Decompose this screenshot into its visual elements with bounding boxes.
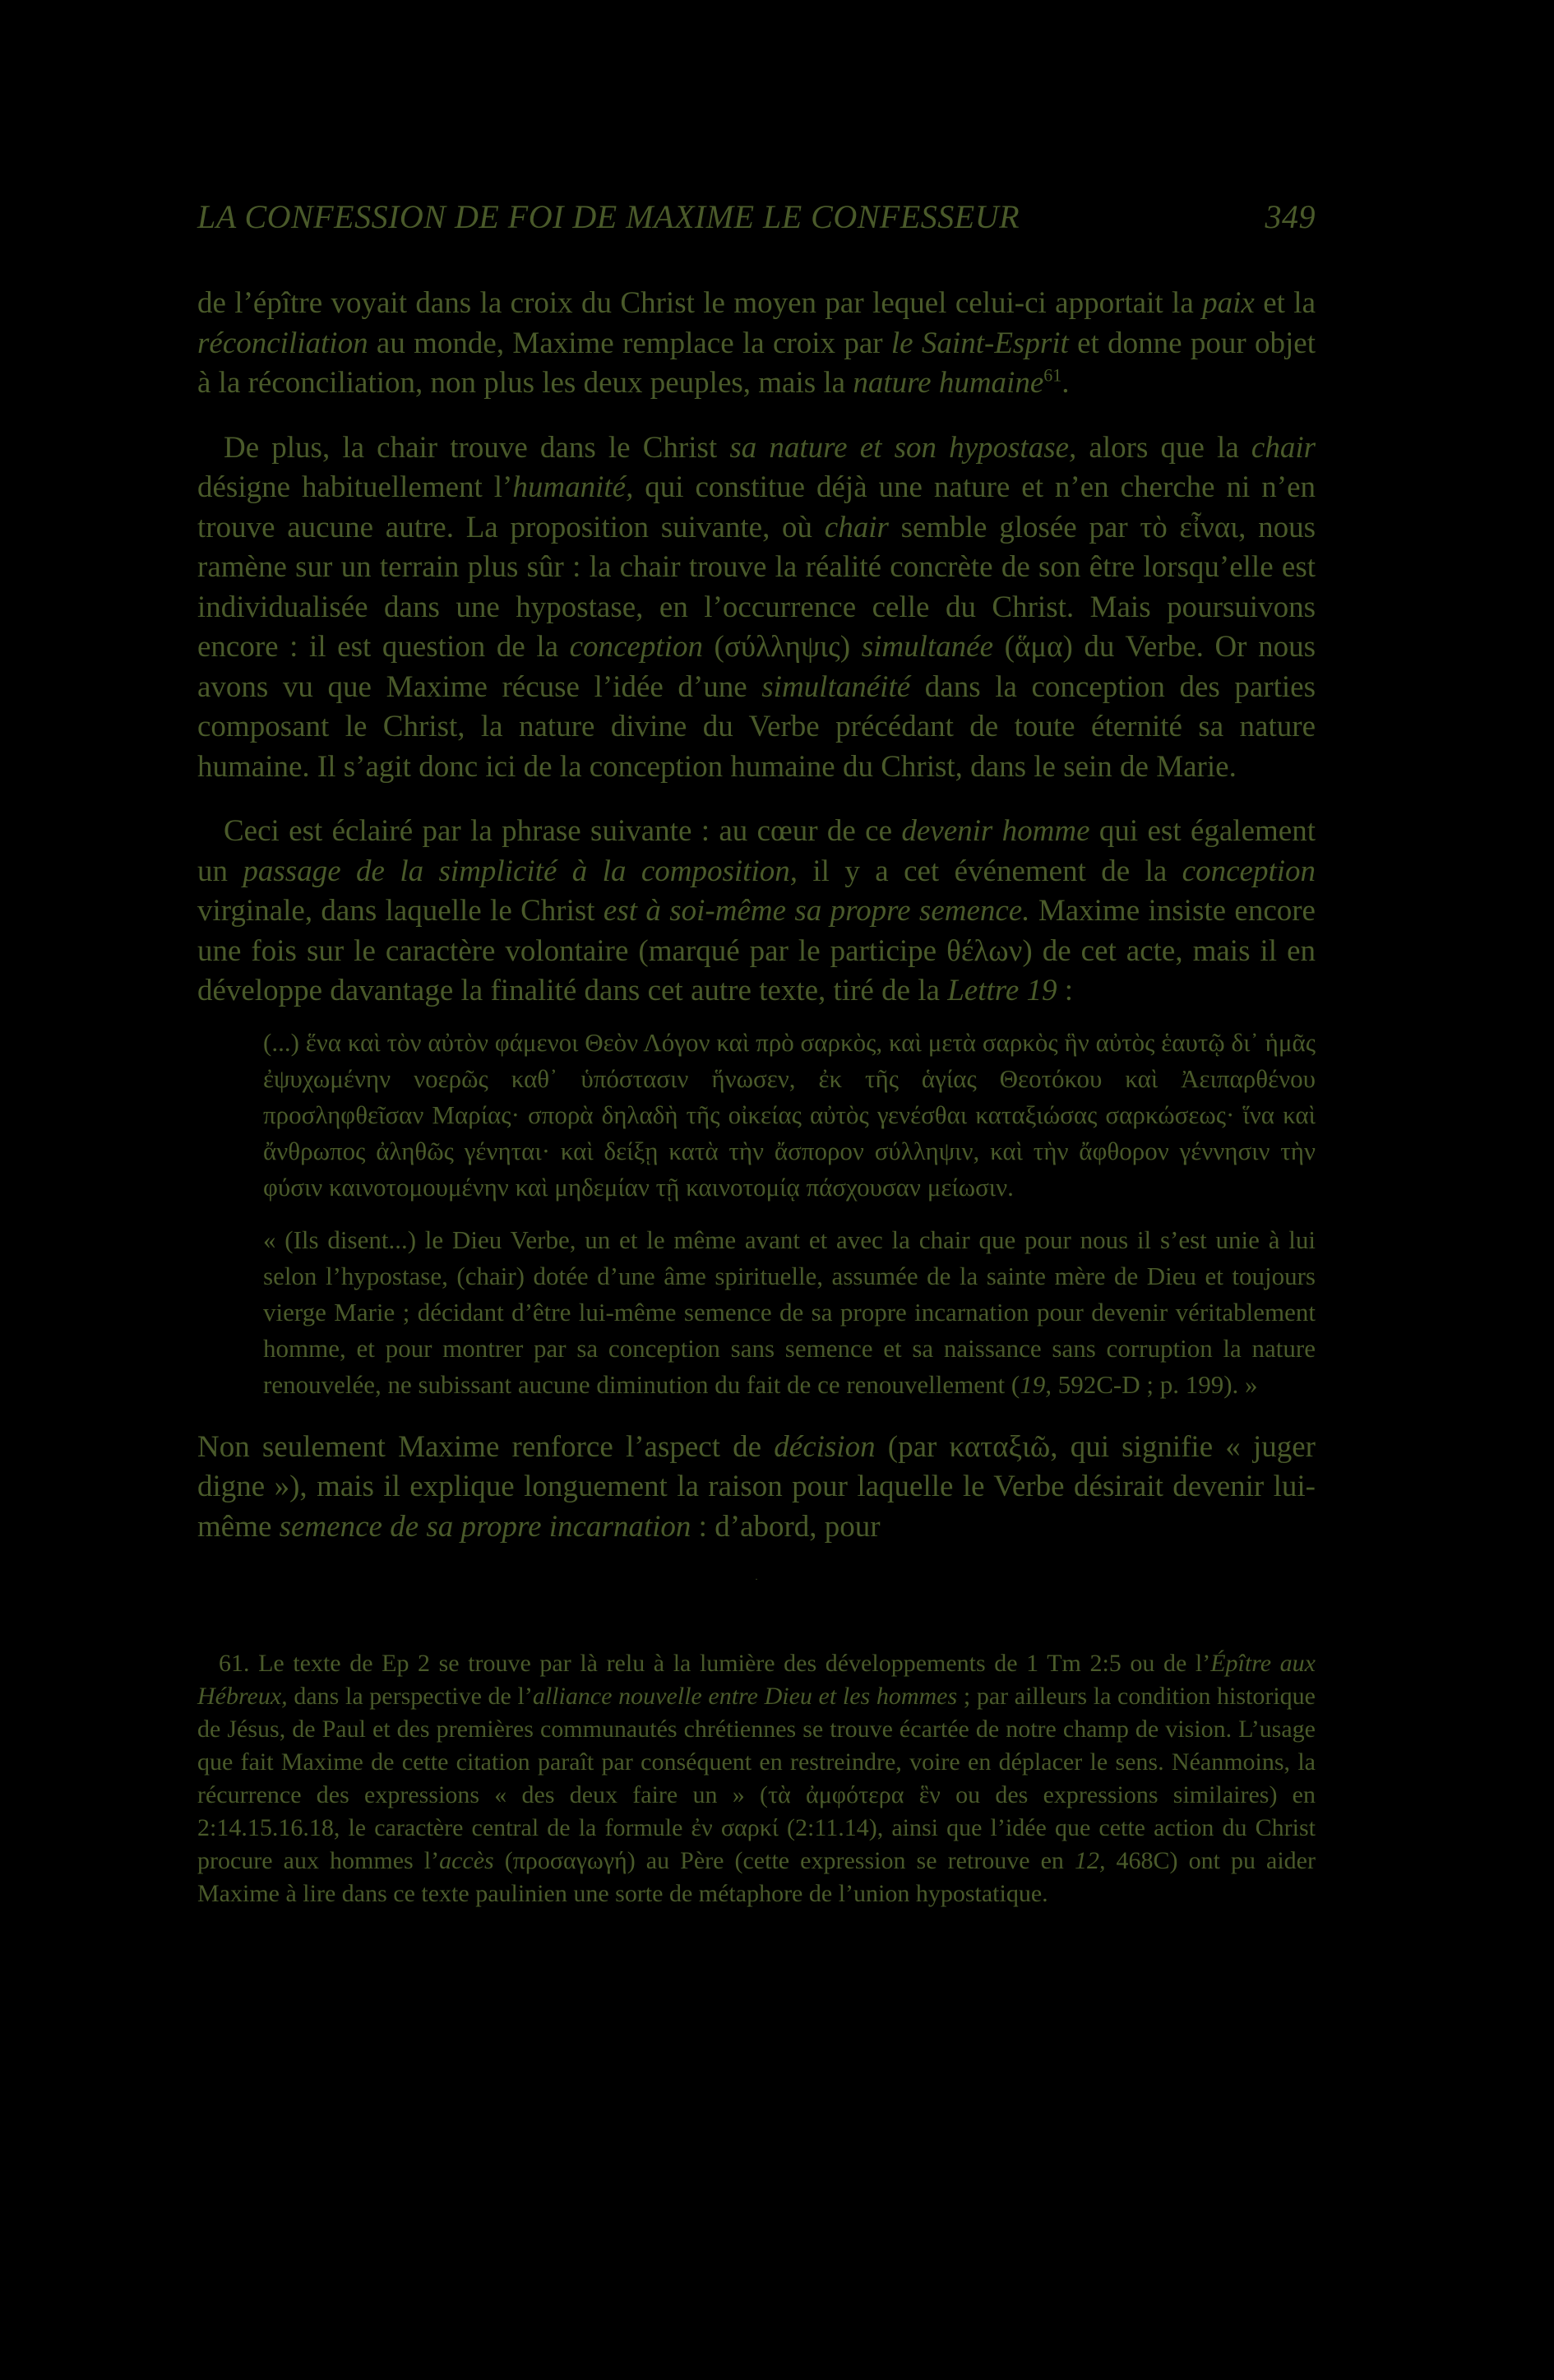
italic-term: le Saint-Esprit — [890, 326, 1069, 360]
text-span: : — [1057, 974, 1074, 1007]
italic-term: chair — [824, 510, 889, 544]
text-span: 61. Le texte de Ep 2 se trouve par là relu à la lumière des développements de 1 Tm 2:5 ou de l’ — [219, 1650, 1211, 1677]
text-span: (par καταξιῶ, qui signifie « juger digne »), mais il explique longuement la raison pour laquelle le Verbe désirait devenir lui-même — [197, 1429, 1316, 1544]
italic-term: conception — [1182, 854, 1316, 888]
italic-term: accès — [439, 1847, 494, 1874]
text-span: : d’abord, pour — [691, 1509, 881, 1544]
italic-term: sa nature et son hypostase, — [729, 430, 1077, 465]
main-text-continued — [197, 1428, 1316, 1548]
footnote-61 — [197, 1647, 1316, 1910]
text-span: (σύλληψις) — [702, 630, 862, 664]
italic-term: conception — [569, 630, 703, 664]
quote-french — [263, 1222, 1316, 1403]
separator-mark: . — [755, 1571, 758, 1582]
italic-term: Épître aux Hébreux, — [197, 1650, 1316, 1710]
italic-term: réconciliation — [197, 326, 368, 360]
italic-term: semence de sa propre incarnation — [279, 1509, 691, 1544]
page — [197, 197, 1316, 1910]
italic-term: 19, — [1020, 1369, 1052, 1399]
italic-term: humanité, — [512, 470, 634, 504]
paragraph-1 — [197, 284, 1316, 404]
text-span: qui constitue déjà une nature et n’en cherche ni n’en trouve aucune autre. La proposition suivante, où — [197, 470, 1316, 544]
italic-term: Lettre 19 — [947, 974, 1057, 1007]
italic-term: passage de la simplicité à la composition, — [243, 854, 798, 888]
footnote-text — [197, 1647, 1316, 1910]
text-span: virginale, dans laquelle le Christ — [197, 894, 604, 928]
text-span: . — [1061, 366, 1070, 400]
quote-greek: (...) ἕνα καὶ τὸν αὐτὸν φάμενοι Θεὸν Λόγον καὶ πρὸ σαρκὸς, καὶ μετὰ σαρκὸς ἣν αὐτὸς ἑαυτῷ δι᾿ ἡμᾶς ἐψυχωμένην νοερῶς καθ᾿ ὑπόστασιν ἥνωσεν, ἐκ τῆς ἁγίας Θεοτόκου καὶ Ἀειπαρθένου προσληφθεῖσαν Μαρίας· σπορὰ δηλαδὴ τῆς οἰκείας αὐτὸς γενέσθαι καταξιώσας σαρκώσεως· ἵνα καὶ ἄνθρωπος ἀληθῶς γένηται· καὶ δείξῃ κατὰ τὴν ἄσπορον σύλληψιν, καὶ τὴν ἄφθορον γέννησιν τὴν φύσιν καινοτομουμένην καὶ μηδεμίαν τῇ καινοτομίᾳ πάσχουσαν μείωσιν. — [263, 1027, 1316, 1202]
italic-term: chair — [1251, 430, 1316, 465]
paragraph-3 — [197, 812, 1316, 1012]
text-span: 468C) ont pu aider Maxime à lire dans ce texte paulinien une sorte de métaphore de l’union hypostatique. — [197, 1847, 1316, 1907]
italic-term: nature humaine — [853, 366, 1044, 400]
text-span: alors que la — [1076, 430, 1251, 465]
text-span: Non seulement Maxime renforce l’aspect de — [197, 1429, 775, 1464]
text-span: 592C-D ; p. 199). » — [1051, 1369, 1258, 1399]
main-text — [197, 284, 1316, 1012]
text-span: de l’épître voyait dans la croix du Christ le moyen par lequel celui-ci apportait la — [197, 286, 1203, 320]
text-span: dans la perspective de l’ — [287, 1683, 533, 1710]
italic-term: décision — [774, 1429, 876, 1464]
text-span: au monde, Maxime remplace la croix par — [368, 326, 891, 360]
page-header — [197, 197, 1316, 236]
text-span: il y a cet événement de la — [798, 854, 1182, 888]
italic-term: simultanéité — [761, 669, 911, 704]
text-span: semble glosée par τὸ εἶναι, nous ramène sur un terrain plus sûr : la chair trouve la réalité concrète de son être lorsqu’elle est individualisée dans une hypostase, en l’occurrence celle du Christ. Mais poursuivons encore : il est question de la — [197, 510, 1316, 664]
page-number: 349 — [1265, 198, 1316, 235]
italic-term: devenir homme — [901, 814, 1090, 848]
italic-term: alliance nouvelle entre Dieu et les hommes — [532, 1683, 958, 1710]
italic-term: simultanée — [861, 630, 994, 664]
footnote-ref[interactable]: 61 — [1043, 364, 1062, 386]
text-span: ; par ailleurs la condition historique de Jésus, de Paul et des premières communautés chrétiennes se trouve écartée de notre champ de vision. L’usage que fait Maxime de cette citation paraît par conséquent en restreindre, voire en déplacer le sens. Néanmoins, la récurrence des expressions « des deux faire un » (τὰ ἀμφότερα ἓν ou des expressions similaires) en 2:14.15.16.18, le caractère central de la formule ἐν σαρκί (2:11.14), ainsi que l’idée que cette action du Christ procure aux hommes l’ — [197, 1683, 1316, 1874]
text-span: et la — [1254, 286, 1316, 320]
italic-term: 12, — [1074, 1847, 1106, 1874]
paragraph-4 — [197, 1428, 1316, 1548]
text-span: (ἅμα) du Verbe. Or nous avons vu que Maxime récuse l’idée d’une — [197, 630, 1316, 704]
text-span: désigne habituellement l’ — [197, 470, 513, 504]
text-span: De plus, la chair trouve dans le Christ — [224, 430, 730, 465]
text-span: et donne pour objet à la réconciliation, non plus les deux peuples, mais la — [197, 326, 1316, 400]
text-span: qui est également un — [197, 814, 1316, 888]
text-span: « (Ils disent...) le Dieu Verbe, un et le même avant et avec la chair que pour nous il s’est unie à lui selon l’hypostase, (chair) dotée d’une âme spirituelle, assumée de la sainte mère de Dieu et toujours vierge Marie ; décidant d’être lui-même semence de sa propre incarnation pour devenir véritablement homme, et pour montrer par sa conception sans semence et sa naissance sans corruption la nature renouvelée, ne subissant aucune diminution du fait de ce renouvellement ( — [263, 1225, 1316, 1399]
text-span: (προσαγωγή) au Père (cette expression se retrouve en — [493, 1847, 1075, 1874]
block-quote — [263, 1025, 1316, 1403]
italic-term: paix — [1202, 286, 1255, 320]
text-span: Maxime insiste encore une fois sur le caractère volontaire (marqué par le participe θέλων) de cet acte, mais il en développe davantage la finalité dans cet autre texte, tiré de la — [197, 894, 1316, 1007]
italic-term: est à soi-même sa propre semence. — [603, 894, 1030, 928]
paragraph-2 — [197, 428, 1316, 788]
text-span: dans la conception des parties composant le Christ, la nature divine du Verbe précédant de toute éternité sa nature humaine. Il s’agit donc ici de la conception humaine du Christ, dans le sein de Marie. — [197, 669, 1316, 784]
text-span: Ceci est éclairé par la phrase suivante : au cœur de ce — [224, 814, 902, 848]
running-title: LA CONFESSION DE FOI DE MAXIME LE CONFESSEUR — [197, 198, 1020, 235]
